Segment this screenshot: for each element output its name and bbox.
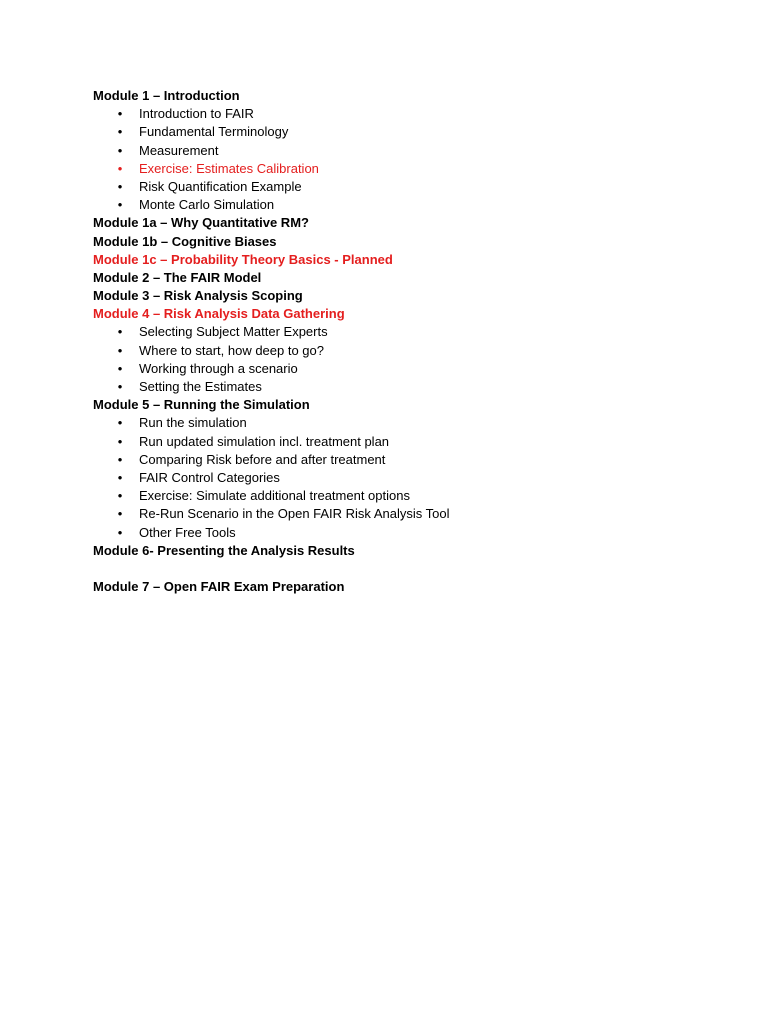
module-1a-heading: Module 1a – Why Quantitative RM? (93, 215, 309, 231)
list-item (93, 469, 733, 487)
bullet-icon: • (117, 360, 123, 376)
list-item (93, 505, 733, 523)
list-item-text: Setting the Estimates (139, 379, 262, 394)
bullet-icon: • (117, 324, 123, 340)
list-item-text: Run the simulation (139, 415, 247, 431)
module-1c-heading: Module 1c – Probability Theory Basics - Planned (93, 251, 393, 267)
list-item-text: Risk Quantification Example (139, 178, 302, 194)
module-1b-heading: Module 1b – Cognitive Biases (93, 233, 277, 249)
list-item-text: Measurement (139, 142, 219, 158)
list-item-text: Introduction to FAIR (139, 106, 254, 122)
list-item-text: Re-Run Scenario in the Open FAIR Risk Analysis Tool (139, 506, 450, 522)
list-item-text: Selecting Subject Matter Experts (139, 324, 328, 340)
bullet-icon: • (117, 469, 123, 485)
list-item-text: Working through a scenario (139, 360, 298, 376)
list-item (93, 360, 733, 378)
list-item-text: Exercise: Simulate additional treatment options (139, 488, 410, 504)
bullet-icon: • (117, 524, 123, 540)
list-item-text: Where to start, how deep to go? (139, 342, 324, 358)
list-item (93, 342, 733, 360)
document-page (93, 87, 733, 596)
bullet-icon: • (117, 124, 123, 140)
bullet-icon: • (117, 342, 123, 358)
list-item-text: Other Free Tools (139, 524, 236, 540)
bullet-icon: • (117, 106, 123, 122)
bullet-icon: • (117, 379, 123, 394)
bullet-icon: • (117, 178, 123, 194)
list-item-text: Exercise: Estimates Calibration (139, 160, 319, 176)
list-item (93, 142, 733, 160)
module-6-heading: Module 6- Presenting the Analysis Results (93, 542, 355, 558)
list-item-text: Comparing Risk before and after treatment (139, 451, 386, 467)
list-item (93, 487, 733, 505)
module-1-heading: Module 1 – Introduction (93, 88, 240, 103)
module-7-heading: Module 7 – Open FAIR Exam Preparation (93, 579, 345, 595)
bullet-icon: • (117, 433, 123, 449)
list-item (93, 378, 733, 396)
list-item-text: Run updated simulation incl. treatment plan (139, 433, 390, 449)
bullet-icon: • (117, 160, 123, 176)
bullet-icon: • (117, 197, 123, 213)
list-item (93, 105, 733, 123)
bullet-icon: • (117, 142, 123, 158)
list-item (93, 524, 733, 542)
list-item (93, 196, 733, 214)
bullet-icon: • (117, 451, 123, 467)
list-item-text: Fundamental Terminology (139, 124, 289, 140)
bullet-icon: • (117, 506, 123, 522)
bullet-icon: • (117, 488, 123, 504)
list-item (93, 451, 733, 469)
blank-line (93, 560, 733, 578)
module-5-heading: Module 5 – Running the Simulation (93, 397, 310, 413)
module-4-heading: Module 4 – Risk Analysis Data Gathering (93, 306, 345, 322)
list-item-text: Monte Carlo Simulation (139, 197, 275, 213)
list-item (93, 414, 733, 432)
list-item (93, 178, 733, 196)
module-3-heading: Module 3 – Risk Analysis Scoping (93, 288, 303, 304)
module-2-heading: Module 2 – The FAIR Model (93, 269, 262, 285)
list-item-highlighted (93, 160, 733, 178)
list-item (93, 433, 733, 451)
bullet-icon: • (117, 415, 123, 431)
list-item-text: FAIR Control Categories (139, 469, 280, 485)
list-item (93, 123, 733, 141)
list-item (93, 323, 733, 341)
